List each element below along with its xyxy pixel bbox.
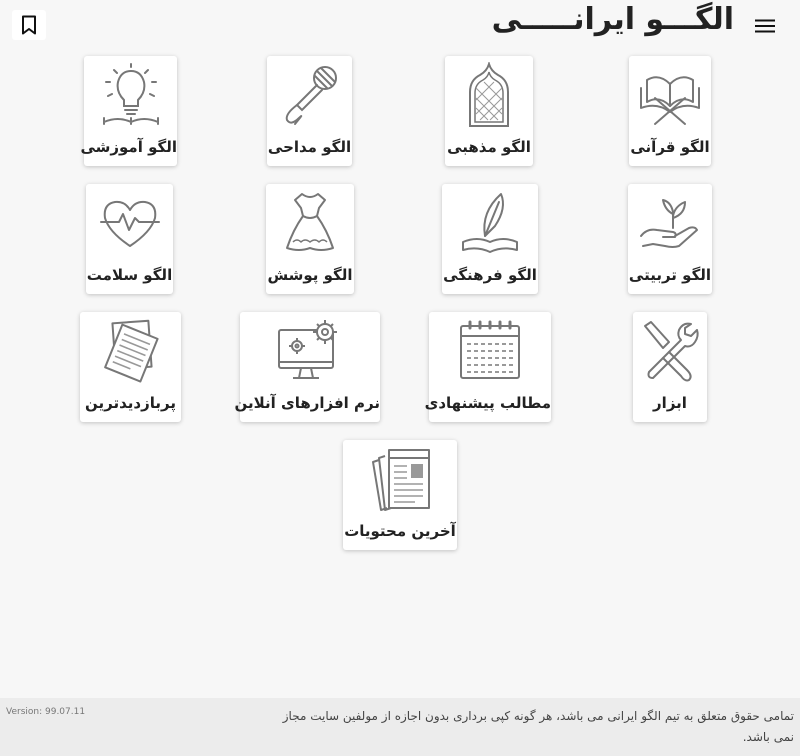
tile-clothing[interactable]	[266, 184, 354, 294]
tile-health[interactable]	[86, 184, 173, 294]
newspaper-icon	[365, 446, 435, 512]
tile-label: مطالب پیشنهادی	[424, 394, 551, 412]
app-title: الگـــو ایرانـــــی	[491, 2, 734, 37]
tile-recommended[interactable]	[424, 312, 551, 422]
hamburger-menu-icon	[755, 18, 775, 34]
calendar-icon	[455, 318, 525, 384]
tile-label: ابزار	[653, 394, 687, 412]
tile-label: پربازدیدترین	[85, 394, 176, 412]
tile-religious[interactable]	[445, 56, 533, 166]
bookmark-icon	[21, 15, 37, 35]
tile-cultural[interactable]	[442, 184, 538, 294]
tile-label: الگو پوشش	[267, 266, 353, 284]
mosque-window-icon	[454, 62, 524, 130]
tile-upbringing[interactable]	[628, 184, 712, 294]
bookmark-button[interactable]	[12, 10, 46, 40]
menu-button[interactable]	[748, 12, 782, 40]
tile-educational[interactable]	[80, 56, 177, 166]
tile-label: الگو مذهبی	[447, 138, 531, 156]
dress-icon	[275, 190, 345, 256]
tile-tools[interactable]	[633, 312, 707, 422]
quran-book-icon	[635, 62, 705, 128]
heartbeat-icon	[95, 190, 165, 256]
tile-label: الگو مداحی	[267, 138, 352, 156]
tile-label: الگو سلامت	[86, 266, 173, 284]
tile-quran[interactable]	[629, 56, 711, 166]
footer	[0, 698, 800, 756]
feather-book-icon	[455, 190, 525, 256]
tile-most-viewed[interactable]	[80, 312, 181, 422]
tile-eulogy[interactable]	[267, 56, 352, 166]
microphone-icon	[275, 62, 345, 128]
copyright-text: تمامی حقوق متعلق به تیم الگو ایرانی می باشد، هر گونه کپی برداری بدون اجازه از مولفین سایت مجاز نمی باشد.	[282, 709, 794, 744]
tile-label: نرم افزارهای آنلاین	[234, 394, 380, 412]
tile-latest-content[interactable]	[343, 440, 457, 550]
hand-plant-icon	[635, 190, 705, 256]
version-text: Version: 99.07.11	[6, 707, 86, 717]
tile-label: الگو فرهنگی	[443, 266, 537, 284]
tools-icon	[635, 318, 705, 384]
tile-online-software[interactable]	[234, 312, 380, 422]
tile-label: الگو آموزشی	[80, 138, 177, 156]
tile-label: الگو تربیتی	[628, 266, 712, 284]
documents-icon	[96, 318, 166, 384]
app-header	[0, 0, 800, 50]
tile-label: آخرین محتویات	[344, 522, 456, 540]
monitor-gears-icon	[275, 318, 345, 384]
lightbulb-book-icon	[96, 62, 166, 128]
tile-label: الگو قرآنی	[630, 138, 710, 156]
